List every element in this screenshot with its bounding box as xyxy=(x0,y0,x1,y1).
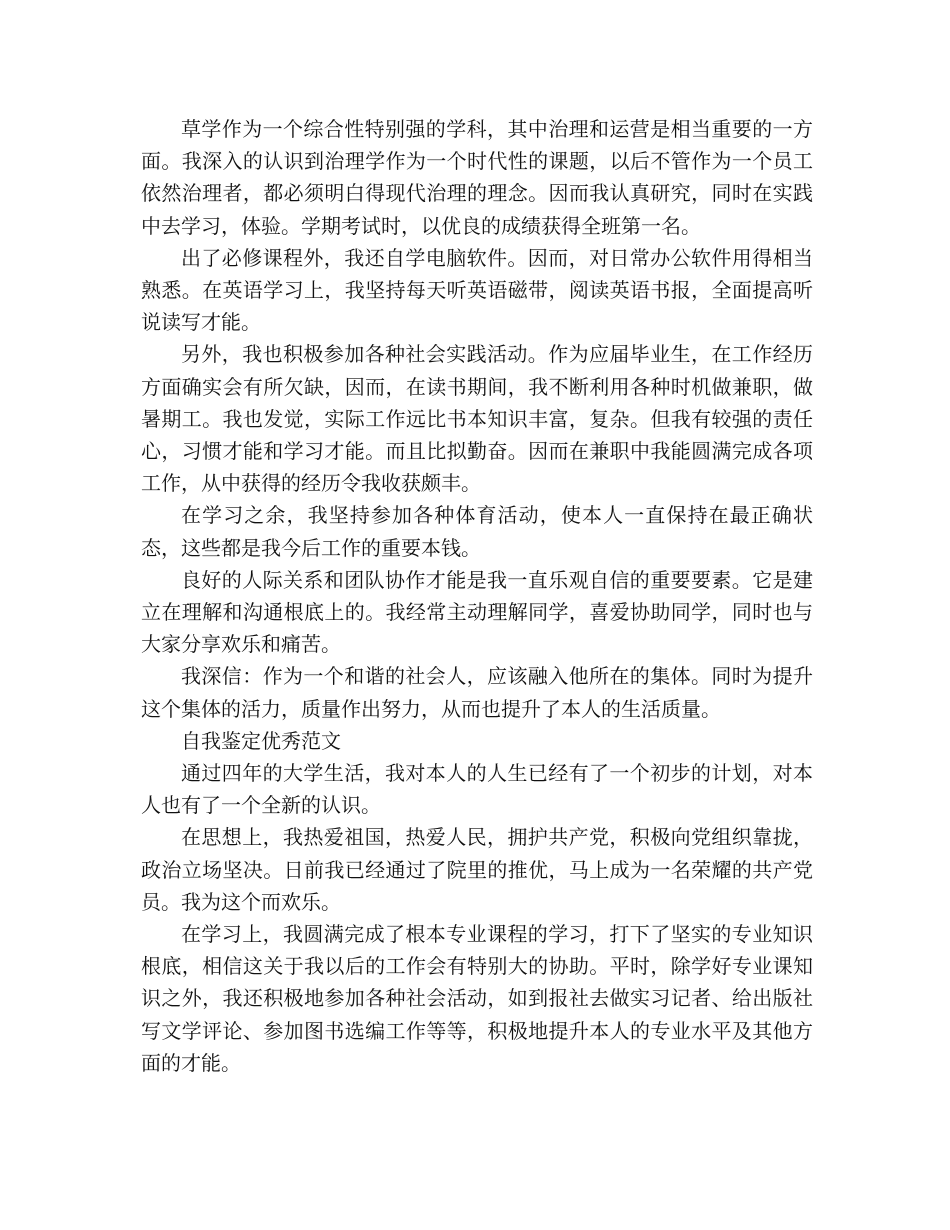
paragraph-teamwork: 良好的人际关系和团队协作才能是我一直乐观自信的重要要素。它是建立在理解和沟通根底上的。我经常主动理解同学，喜爱协助同学，同时也与大家分享欢乐和痛苦。 xyxy=(141,567,813,657)
paragraph-university-life: 通过四年的大学生活，我对本人的人生已经有了一个初步的计划，对本人也有了一个全新的认识。 xyxy=(141,761,813,818)
paragraph-computer-english: 出了必修课程外，我还自学电脑软件。因而，对日常办公软件用得相当熟悉。在英语学习上，我坚持每天听英语磁带，阅读英语书报，全面提高听说读写才能。 xyxy=(141,245,813,335)
document-body xyxy=(141,113,813,1079)
section-title: 自我鉴定优秀范文 xyxy=(181,728,341,753)
paragraph-social-practice: 另外，我也积极参加各种社会实践活动。作为应届毕业生，在工作经历方面确实会有所欠缺，因而，在读书期间，我不断利用各种时机做兼职，做暑期工。我也发觉，实际工作远比书本知识丰富，复杂。但我有较强的责任心，习惯才能和学习才能。而且比拟勤奋。因而在兼职中我能圆满完成各项工作，从中获得的经历令我收获颇丰。 xyxy=(141,342,813,496)
paragraph-academic: 在学习上，我圆满完成了根本专业课程的学习，打下了坚实的专业知识根底，相信这关于我以后的工作会有特别大的协助。平时，除学好专业课知识之外，我还积极地参加各种社会活动，如到报社去做实习记者、给出版社写文学评论、参加图书选编工作等等，积极地提升本人的专业水平及其他方面的才能。 xyxy=(141,922,813,1075)
paragraph-collective: 我深信：作为一个和谐的社会人，应该融入他所在的集体。同时为提升这个集体的活力，质量作出努力，从而也提升了本人的生活质量。 xyxy=(141,664,813,721)
paragraph-management-study: 草学作为一个综合性特别强的学科，其中治理和运营是相当重要的一方面。我深入的认识到治理学作为一个时代性的课题，以后不管作为一个员工依然治理者，都必须明白得现代治理的理念。因而我认真研究，同时在实践中去学习，体验。学期考试时，以优良的成绩获得全班第一名。 xyxy=(141,117,813,238)
paragraph-sports: 在学习之余，我坚持参加各种体育活动，使本人一直保持在最正确状态，这些都是我今后工作的重要本钱。 xyxy=(141,503,813,560)
paragraph-ideology: 在思想上，我热爱祖国，热爱人民，拥护共产党，积极向党组织靠拢，政治立场坚决。日前我已经通过了院里的推优，马上成为一名荣耀的共产党员。我为这个而欢乐。 xyxy=(141,825,813,914)
